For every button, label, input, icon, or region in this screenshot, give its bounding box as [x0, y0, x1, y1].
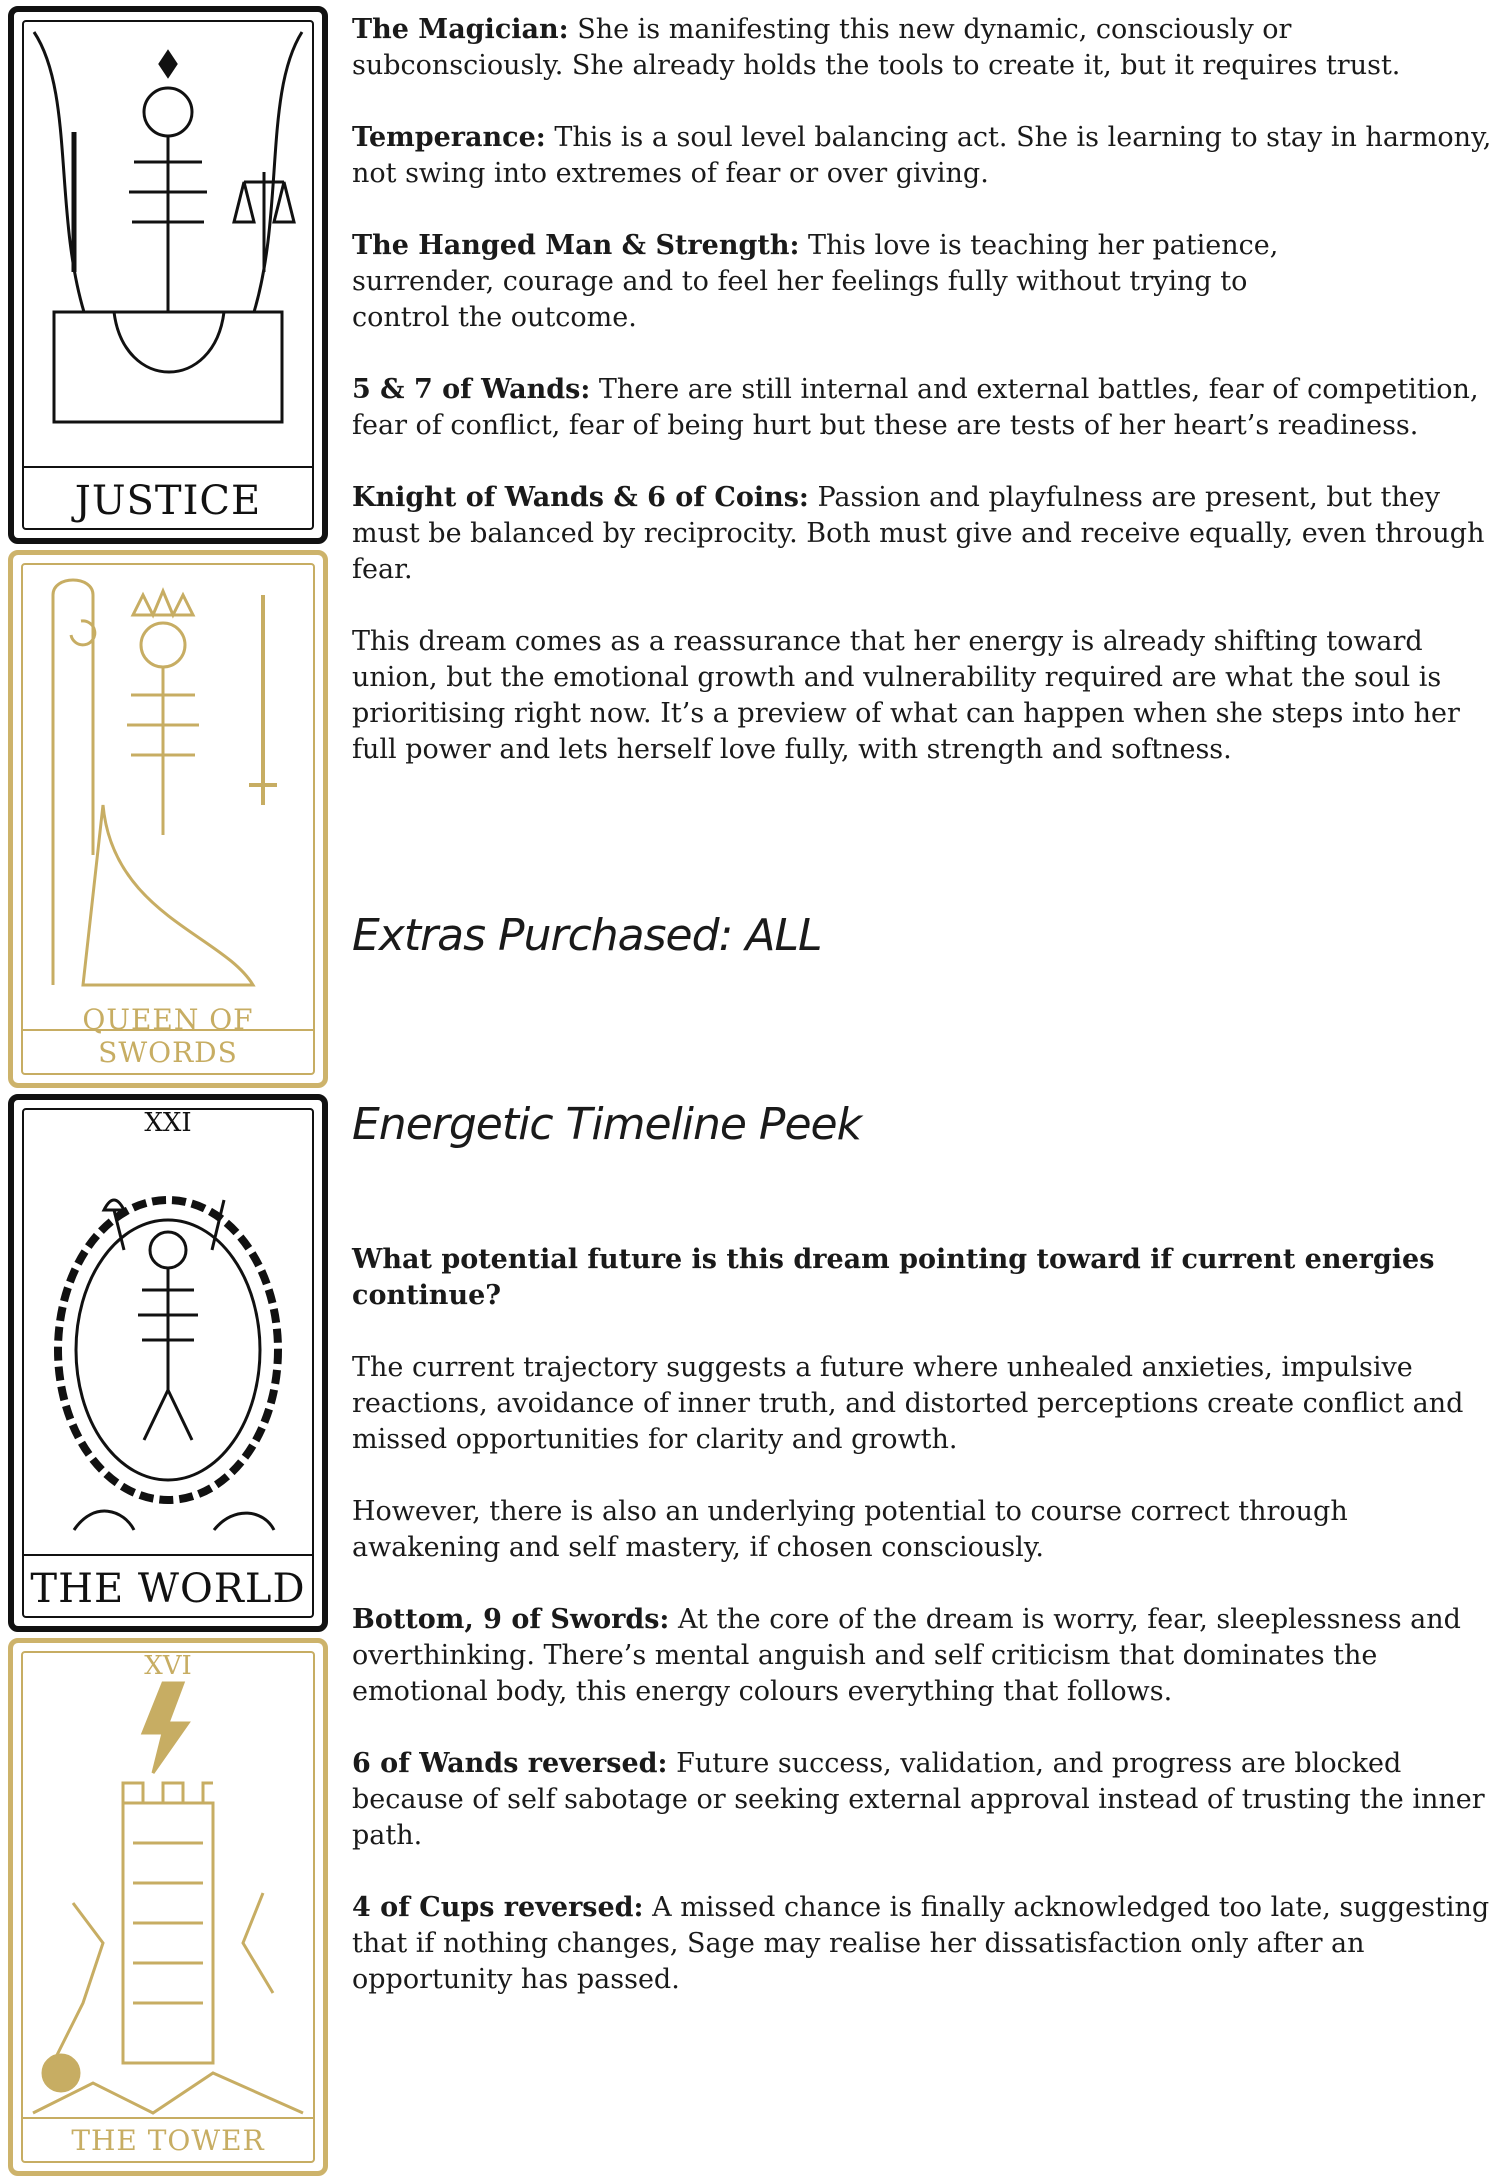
skeleton-world-illustration — [14, 1100, 322, 1626]
interpretation-paragraph: 5 & 7 of Wands: There are still internal and external battles, fear of competition, fear of conflict, fear of being hurt but these are tests of her heart’s readiness. — [352, 374, 1479, 441]
interpretation-paragraph: The Hanged Man & Strength: This love is teaching her patience, surrender, courage and to feel her feelings fully without trying to control the outcome. — [352, 230, 1279, 333]
card-title: JUSTICE — [74, 478, 262, 524]
card-numeral: XXI — [144, 1108, 192, 1138]
timeline-card-paragraph: Bottom, 9 of Swords: At the core of the dream is worry, fear, sleeplessness and overthinking. There’s mental anguish and self criticism that dominates the emotional body, this energy colours everything that follows. — [352, 1604, 1461, 1707]
interpretation-paragraph: Knight of Wands & 6 of Coins: Passion and playfulness are present, but they must be balanced by reciprocity. Both must give and receive equally, even through fear. — [352, 482, 1485, 585]
tarot-card-justice — [8, 6, 328, 544]
card-label: Temperance: — [352, 122, 546, 153]
card-numeral: XVI — [144, 1651, 192, 1681]
card-label: Bottom, 9 of Swords: — [352, 1604, 670, 1635]
tarot-card-column — [8, 6, 334, 2182]
card-label: The Hanged Man & Strength: — [352, 230, 800, 261]
timeline-question: What potential future is this dream pointing toward if current energies continue? — [352, 1244, 1435, 1311]
card-title: THE WORLD — [30, 1566, 306, 1612]
tarot-card-the-tower — [8, 1638, 328, 2176]
tarot-card-the-world — [8, 1094, 328, 1632]
timeline-paragraph: The current trajectory suggests a future where unhealed anxieties, impulsive reactions, avoidance of inner truth, and distorted perceptions create conflict and missed opportunities for clarity and growth. — [352, 1352, 1464, 1455]
tower-illustration — [13, 1643, 323, 2171]
timeline-paragraph: However, there is also an underlying potential to course correct through awakening and self mastery, if chosen consciously. — [352, 1496, 1348, 1563]
extras-heading: Extras Purchased: ALL — [352, 910, 822, 961]
timeline-card-paragraph: 6 of Wands reversed: Future success, validation, and progress are blocked because of self sabotage or seeking external approval instead of trusting the inner path. — [352, 1748, 1485, 1851]
interpretation-paragraph: Temperance: This is a soul level balancing act. She is learning to stay in harmony, not swing into extremes of fear or over giving. — [352, 122, 1492, 189]
closing-paragraph: This dream comes as a reassurance that her energy is already shifting toward union, but the emotional growth and vulnerability required are what the soul is prioritising right now. It’s a preview of what can happen when she steps into her full power and lets herself love fully, with strength and softness. — [352, 626, 1460, 765]
card-title: THE TOWER — [71, 2124, 265, 2157]
timeline-heading: Energetic Timeline Peek — [352, 1099, 862, 1150]
card-label: 5 & 7 of Wands: — [352, 374, 591, 405]
interpretation-paragraph: The Magician: She is manifesting this new dynamic, consciously or subconsciously. She already holds the tools to create it, but it requires trust. — [352, 14, 1401, 81]
reading-content — [352, 12, 1492, 1998]
card-title: QUEEN OF SWORDS — [82, 1003, 254, 1069]
card-label: 4 of Cups reversed: — [352, 1892, 644, 1923]
card-label: 6 of Wands reversed: — [352, 1748, 668, 1779]
timeline-card-paragraph: 4 of Cups reversed: A missed chance is finally acknowledged too late, suggesting that if nothing changes, Sage may realise her dissatisfaction only after an opportunity has passed. — [352, 1892, 1490, 1995]
card-label: Knight of Wands & 6 of Coins: — [352, 482, 809, 513]
skeleton-justice-illustration — [14, 12, 322, 538]
tarot-card-queen-of-swords — [8, 550, 328, 1088]
card-label: The Magician: — [352, 14, 569, 45]
